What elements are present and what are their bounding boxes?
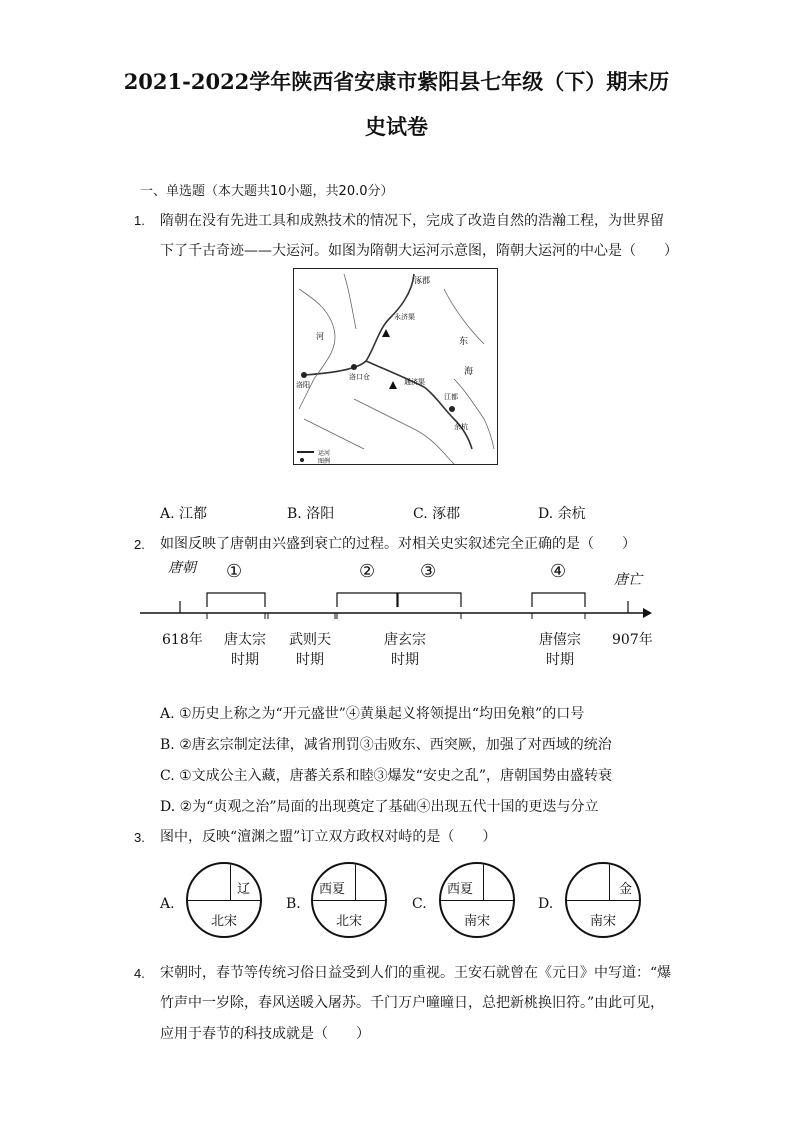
canal-north (304, 274, 414, 375)
q2-option-b[interactable]: B. ②唐玄宗制定法律，减省刑罚③击败东、西突厥，加强了对西域的统治 (160, 737, 612, 753)
q2-text-line1: 如图反映了唐朝由兴盛到衰亡的过程。对相关史实叙述完全正确的是（ ） (160, 536, 636, 552)
q1-text-line2: 下了千古奇迹——大运河。如图为隋朝大运河示意图，隋朝大运河的中心是（ ） (160, 243, 678, 259)
svg-text:河: 河 (316, 332, 324, 341)
q4-text-line2: 竹声中一岁除，春风送暖入屠苏。千门万户曈曈日，总把新桃换旧符。”由此可见， (160, 995, 665, 1011)
q2-option-c[interactable]: C. ①文成公主入藏，唐蕃关系和睦③爆发“安史之乱”，唐朝国势由盛转衰 (160, 768, 612, 784)
svg-text:运河: 运河 (318, 450, 331, 457)
section-header: 一、单选题（本大题共10小题，共20.0分） (140, 184, 394, 199)
timeline-marker-4: ④ (550, 561, 567, 582)
svg-text:东: 东 (459, 337, 469, 347)
q2-option-d[interactable]: D. ②为“贞观之治”局面的出现奠定了基础④出现五代十国的更迭与分立 (160, 799, 599, 815)
q3-b-bottom: 北宋 (336, 914, 363, 929)
timeline-marker-3: ③ (420, 561, 437, 582)
q3-text-line1: 图中，反映“澶渊之盟”订立双方政权对峙的是（ ） (160, 829, 497, 845)
timeline-start-label: 唐朝 (168, 560, 196, 576)
timeline-marker-2: ② (359, 561, 376, 582)
q2-number: 2. (134, 537, 145, 552)
period-2: 武则天 时期 (289, 632, 331, 668)
grand-canal-map-svg (294, 269, 497, 464)
q3-c-top: 西夏 (447, 882, 474, 897)
q3-option-b-diagram[interactable] (311, 862, 387, 938)
period-3: 唐玄宗 时期 (384, 632, 426, 668)
q3-d-bottom: 南宋 (590, 914, 617, 929)
svg-text:江都: 江都 (444, 393, 458, 401)
tang-timeline (140, 555, 660, 670)
page-title-line1: 2021-2022学年陕西省安康市紫阳县七年级（下）期末历 (123, 69, 670, 94)
timeline-end-label: 唐亡 (614, 572, 642, 588)
q4-number: 4. (134, 966, 145, 981)
q3-option-b-letter[interactable]: B. (286, 896, 301, 912)
bracket-3 (398, 593, 461, 607)
q2-option-a[interactable]: A. ①历史上称之为“开元盛世”④黄巢起义将领提出“均田免粮”的口号 (160, 706, 585, 722)
q1-text-line1: 隋朝在没有先进工具和成熟技术的情况下，完成了改造自然的浩瀚工程，为世界留 (160, 213, 664, 229)
q3-d-top: 金 (619, 882, 633, 897)
grand-canal-map (293, 268, 498, 465)
q1-option-c[interactable]: C. 涿郡 (413, 506, 461, 522)
bracket-1 (207, 593, 265, 607)
timeline-arrow (643, 608, 652, 618)
q3-b-top: 西夏 (319, 882, 346, 897)
timeline-start-year: 618年 (162, 632, 203, 648)
q3-number: 3. (134, 830, 145, 845)
svg-text:余杭: 余杭 (454, 423, 468, 431)
svg-text:永济渠: 永济渠 (394, 313, 415, 321)
q1-option-d[interactable]: D. 余杭 (538, 506, 586, 522)
period-1: 唐太宗 时期 (224, 632, 266, 668)
svg-text:洛口仓: 洛口仓 (349, 373, 370, 381)
canal-south (366, 361, 472, 449)
q1-option-b[interactable]: B. 洛阳 (287, 506, 335, 522)
q3-a-bottom: 北宋 (211, 914, 238, 929)
timeline-end-year: 907年 (612, 632, 653, 648)
q4-text-line1: 宋朝时，春节等传统习俗日益受到人们的重视。王安石就曾在《元日》中写道：“爆 (160, 965, 672, 981)
q1-option-a[interactable]: A. 江都 (160, 506, 208, 522)
bracket-4 (532, 593, 585, 607)
svg-text:图例: 图例 (318, 458, 331, 464)
q3-option-d-letter[interactable]: D. (538, 896, 554, 912)
page-title-line2: 史试卷 (365, 114, 428, 139)
q1-number: 1. (134, 213, 145, 228)
q3-option-c-diagram[interactable] (439, 862, 515, 938)
bracket-2 (337, 593, 397, 607)
q3-a-top: 辽 (237, 882, 251, 897)
svg-text:洛阳: 洛阳 (296, 381, 310, 389)
q3-c-bottom: 南宋 (464, 914, 491, 929)
svg-text:涿郡: 涿郡 (414, 276, 430, 285)
svg-text:海: 海 (464, 367, 474, 377)
q3-option-c-letter[interactable]: C. (412, 896, 427, 912)
q3-option-a-letter[interactable]: A. (160, 896, 175, 912)
svg-text:通济渠: 通济渠 (404, 378, 425, 386)
q3-option-d-diagram[interactable] (565, 862, 641, 938)
timeline-marker-1: ① (226, 561, 243, 582)
q4-text-line3: 应用于春节的科技成就是（ ） (160, 1026, 370, 1042)
period-4: 唐僖宗 时期 (539, 632, 581, 668)
q3-option-a-diagram[interactable] (186, 862, 262, 938)
